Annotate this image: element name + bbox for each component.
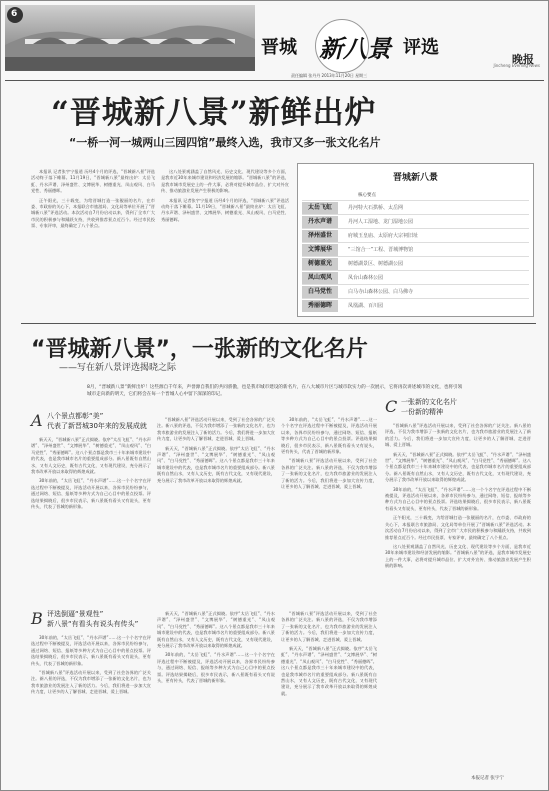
paper-name: 晚报 [512,53,534,66]
scene-point: 丹河特大石拱桥、太岳网 [348,205,404,211]
masthead-photo [5,5,255,71]
article1-para1: 本报讯 记者张宇宁报道 历经4个月的评选，“晋城新八景”评选活动终于落下帷幕。11月19日，“晋城新八景”最终出炉：太岳飞虹、丹水声谱、泽州盛世、文博展华、树德重光、凤山观风、白马党性、秀丽德晖。 [31,169,155,194]
box-row [302,270,529,284]
main-subheadline: “一桥一河一城两山三园四馆”最终入选，我市又多一张文化名片 [69,136,381,149]
box-header-point: 核心要点 [358,193,376,198]
box-row [302,228,529,242]
rule-mid [21,323,536,324]
article1-col1 [31,169,155,317]
section-title-right: 评选 [403,37,439,58]
page-number: 6 [11,9,18,19]
section-a-subtitle: 代表了新晋城30年来的发展成就 [47,422,147,430]
section-c-subtitle: 一份新的精神 [401,408,443,416]
section-b-subtitle: 新八景“有看头有说头有传头” [47,620,139,628]
box-row [302,242,529,256]
box-row [302,200,529,214]
scene-name: 太岳飞虹 [302,202,338,214]
section-b-letter: B [31,609,43,628]
scene-name: 凤山观风 [302,272,338,284]
section-b-col1 [31,635,151,775]
box-rows [302,200,529,312]
second-headline: “晋城新八景”，一张新的文化名片 [31,337,368,362]
section-title-left: 晋城 [261,37,297,58]
section-a-letter: A [31,411,43,430]
second-subheadline: ——写在新八景评选揭晓之际 [59,363,177,373]
section-a-para4: 新天天，“晋城新八景”正式揭晓。依序“太岳飞虹”、“丹水声谱”、“泽州盛世”、“文博展华”、“树德重光”、“凤山观风”、“白马党性”、“秀丽德晖”。这八个景点都是我市三十年来城市建设中的代表，也是我市城市名片的重要组成部分。新八景既有自然山水，又有人文历史，既有古代文化，又有现代建设，充分展示了我市改革开放以来取得的辉煌成就。 [157,445,275,483]
section-a-col3 [281,417,377,603]
section-a-col2 [157,417,275,603]
section-b-para6: 新天天，“晋城新八景”正式揭晓。依序“太岳飞虹”、“丹水声谱”、“泽州盛世”、“文博展华”、“树德重光”、“凤山观风”、“白马党性”、“秀丽德晖”。这八个景点都是我市三十年来城市建设中的代表，也是我市城市名片的重要组成部分。新八景既有自然山水，又有人文历史，既有古代文化，又有现代建设，充分展示了我市改革开放以来取得的辉煌成就。 [281,646,377,696]
section-c-heading [385,397,535,419]
rule-top [5,80,544,81]
section-c-letter: C [385,397,398,416]
section-c-para4: 正午阳光，三十载变，为给晋城打造一张靓丽的名片，在市委、市政府的关心下，本报联合市旅游局、文化局等单位开展了“晋城新八景”评选活动。本次活动自7月份启动以来，得到了全市广大市民的积极参与和踊跃支持，共收到推荐景点近百个。经过市民投票、专家评审，最终确定了八个景点。 [385,515,531,540]
section-b-para5: “晋城新八景”评选活动开展以来，受到了社会各界的广泛关注。新八景的评选，不仅为我市增添了一张新的文化名片，也为我市旅游业的发展注入了新的活力。今后，我们将进一步加大宣传力度，让更多的人了解晋城、走进晋城、爱上晋城。 [281,611,377,642]
scene-name: 白马党性 [302,286,338,298]
article1-para3: 这八处景观涵盖了自然风光、历史文化、现代建设等多个方面，是我市近30年来城市建设和经济发展的缩影。“晋城新八景”的评选，是我市城市发展史上的一件大事，必将对提升城市品位、扩大对外宣传、推动旅游业发展产生积极的影响。 [161,169,289,194]
section-b-para1: 30年前的，“太岳飞虹”、“丹水声谱”……这一个个名字在评选过程中不断被提及，评选活动开展以来，各界市民纷纷参与，通过网络、短信、报纸等多种方式为自己心目中的景点投票。评选结果揭晓后，很多市民表示，新八景既有看头又有说头，更有传头，代表了晋城的新形象。 [31,635,151,666]
section-c-para5: 这八处景观涵盖了自然风光、历史文化、现代建设等多个方面，是我市近30年来城市建设和经济发展的缩影。“晋城新八景”的评选，是我市城市发展史上的一件大事，必将对提升城市品位、扩大对外宣传、推动旅游业发展产生积极的影响。 [385,543,531,569]
section-b-para4: 30年前的，“太岳飞虹”、“丹水声谱”……这一个个名字在评选过程中不断被提及，评选活动开展以来，各界市民纷纷参与，通过网络、短信、报纸等多种方式为自己心目中的景点投票。评选结果揭晓后，很多市民表示，新八景既有看头又有说头，更有传头，代表了晋城的新形象。 [157,652,275,684]
article1-para2: 正午阳光，三十载变，为给晋城打造一张靓丽的名片，在市委、市政府的关心下，本报联合市旅游局、文化局等单位开展了“晋城新八景”评选活动。本次活动自7月份启动以来，得到了全市广大市民的积极参与和踊跃支持，共收到推荐景点近百个。经过市民投票、专家评审，最终确定了八个景点。 [31,197,155,229]
section-c-para1: “晋城新八景”评选活动开展以来，受到了社会各界的广泛关注。新八景的评选，不仅为我市增添了一张新的文化名片，也为我市旅游业的发展注入了新的活力。今后，我们将进一步加大宣传力度，让更多的人了解晋城、走进晋城、爱上晋城。 [385,423,531,448]
section-b-para3: 新天天，“晋城新八景”正式揭晓。依序“太岳飞虹”、“丹水声谱”、“泽州盛世”、“文博展华”、“树德重光”、“凤山观风”、“白马党性”、“秀丽德晖”。这八个景点都是我市三十年来城市建设中的代表，也是我市城市名片的重要组成部分。新八景既有自然山水，又有人文历史，既有古代文化，又有现代建设，充分展示了我市改革开放以来取得的辉煌成就。 [157,611,275,649]
section-b-title: 评选倒逼“景观性” [47,610,104,618]
section-c-title: 一张新的文化名片 [401,398,457,406]
section-a-para5: 30年前的，“太岳飞虹”、“丹水声谱”……这一个个名字在评选过程中不断被提及，评选活动开展以来，各界市民纷纷参与，通过网络、短信、报纸等多种方式为自己心目中的景点投票。评选结果揭晓后，很多市民表示，新八景既有看头又有说头，更有传头，代表了晋城的新形象。 [281,417,377,455]
box-row [302,284,529,298]
scene-name: 泽州盛世 [302,230,338,242]
section-b-col2 [157,611,275,775]
scene-point: “三馆合一”工程、晋城博物馆 [348,247,414,253]
section-b-col3 [281,611,377,775]
section-a-title: 八个景点都彰“美” [47,412,104,420]
byline: 本报记者 张宇宁 [471,776,504,781]
section-c-col [385,423,531,771]
bridge-illustration [5,5,255,71]
section-b-para2: “晋城新八景”评选活动开展以来，受到了社会各界的广泛关注。新八景的评选，不仅为我市增添了一张新的文化名片，也为我市旅游业的发展注入了新的活力。今后，我们将进一步加大宣传力度，让更多的人了解晋城、走进晋城、爱上晋城。 [31,670,151,695]
scene-name: 树德重光 [302,258,338,270]
box-row [302,214,529,228]
scene-name: 文博展华 [302,244,338,256]
section-c-para3: 30年前的，“太岳飞虹”、“丹水声谱”……这一个个名字在评选过程中不断被提及，评选活动开展以来，各界市民纷纷参与，通过网络、短信、报纸等多种方式为自己心目中的景点投票。评选结果揭晓后，很多市民表示，新八景既有看头又有说头，更有传头，代表了晋城的新形象。 [385,486,531,511]
box-row [302,256,529,270]
scene-point: 凤台山森林公园 [348,275,384,281]
scene-point: 白马寺山森林公园、白马佛寺 [348,289,414,295]
scene-point: 丹河人工湿地、龙门湿地公园 [348,219,414,225]
main-headline: “晋城新八景”新鲜出炉 [51,95,377,131]
lead-paragraph: 8月，“晋城新八景”新鲜出炉！这些源自千年来，声誉源自我们的共同骄傲，也是我市城市建设的新名片，在八大城市片区与城市软实力的一次展示，它将再次讲述城市的文化，也将引领城市走向新的明天，它们将会在每一个晋城人心中留下深深的印记。 [87,385,463,397]
section-c-para2: 新天天，“晋城新八景”正式揭晓。依序“太岳飞虹”、“丹水声谱”、“泽州盛世”、“文博展华”、“树德重光”、“凤山观风”、“白马党性”、“秀丽德晖”。这八个景点都是我市三十年来城市建设中的代表，也是我市城市名片的重要组成部分。新八景既有自然山水，又有人文历史，既有古代文化，又有现代建设，充分展示了我市改革开放以来取得的辉煌成就。 [385,451,531,483]
article1-col2 [161,169,289,317]
paper-sub: Jincheng Evening News [493,63,540,68]
section-a-para2: 30年前的，“太岳飞虹”、“丹水声谱”……这一个个名字在评选过程中不断被提及，评选活动开展以来，各界市民纷纷参与，通过网络、短信、报纸等多种方式为自己心目中的景点投票。评选结果揭晓后，很多市民表示，新八景既有看头又有说头，更有传头，代表了晋城的新形象。 [31,478,151,510]
box-title: 晋城新八景 [392,173,438,183]
section-a-para3: “晋城新八景”评选活动开展以来，受到了社会各界的广泛关注。新八景的评选，不仅为我市增添了一张新的文化名片，也为我市旅游业的发展注入了新的活力。今后，我们将进一步加大宣传力度，让更多的人了解晋城、走进晋城、爱上晋城。 [157,417,275,442]
scene-point: 树德湖景区、树德湖公园 [348,261,404,267]
eight-scenes-box [297,163,534,317]
scene-name: 秀丽德晖 [302,300,338,312]
masthead [5,5,544,71]
box-row [302,298,529,312]
article1-para4: 本报讯 记者张宇宁报道 历经4个月的评选，“晋城新八景”评选活动终于落下帷幕。11月19日，“晋城新八景”最终出炉：太岳飞虹、丹水声谱、泽州盛世、文博展华、树德重光、凤山观风、白马党性、秀丽德晖。 [161,197,289,222]
scene-point: 府城玉皇庙、太原府大宗祠旧址 [348,233,419,239]
section-a-para1: 新天天，“晋城新八景”正式揭晓。依序“太岳飞虹”、“丹水声谱”、“泽州盛世”、“文博展华”、“树德重光”、“凤山观风”、“白马党性”、“秀丽德晖”。这八个景点都是我市三十年来城市建设中的代表，也是我市城市名片的重要组成部分。新八景既有自然山水，又有人文历史，既有古代文化，又有现代建设，充分展示了我市改革开放以来取得的辉煌成就。 [31,437,151,475]
section-a-col1 [31,437,151,603]
section-a-para6: “晋城新八景”评选活动开展以来，受到了社会各界的广泛关注。新八景的评选，不仅为我市增添了一张新的文化名片，也为我市旅游业的发展注入了新的活力。今后，我们将进一步加大宣传力度，让更多的人了解晋城、走进晋城、爱上晋城。 [281,458,377,490]
scene-name: 丹水声谱 [302,216,338,228]
section-title-center: 新八景 [319,34,391,63]
dateline: 责任编辑 张丹丹 2013年11月20日 星期三 [291,73,368,78]
scene-point: 凤凰湖、百川园 [348,303,384,309]
